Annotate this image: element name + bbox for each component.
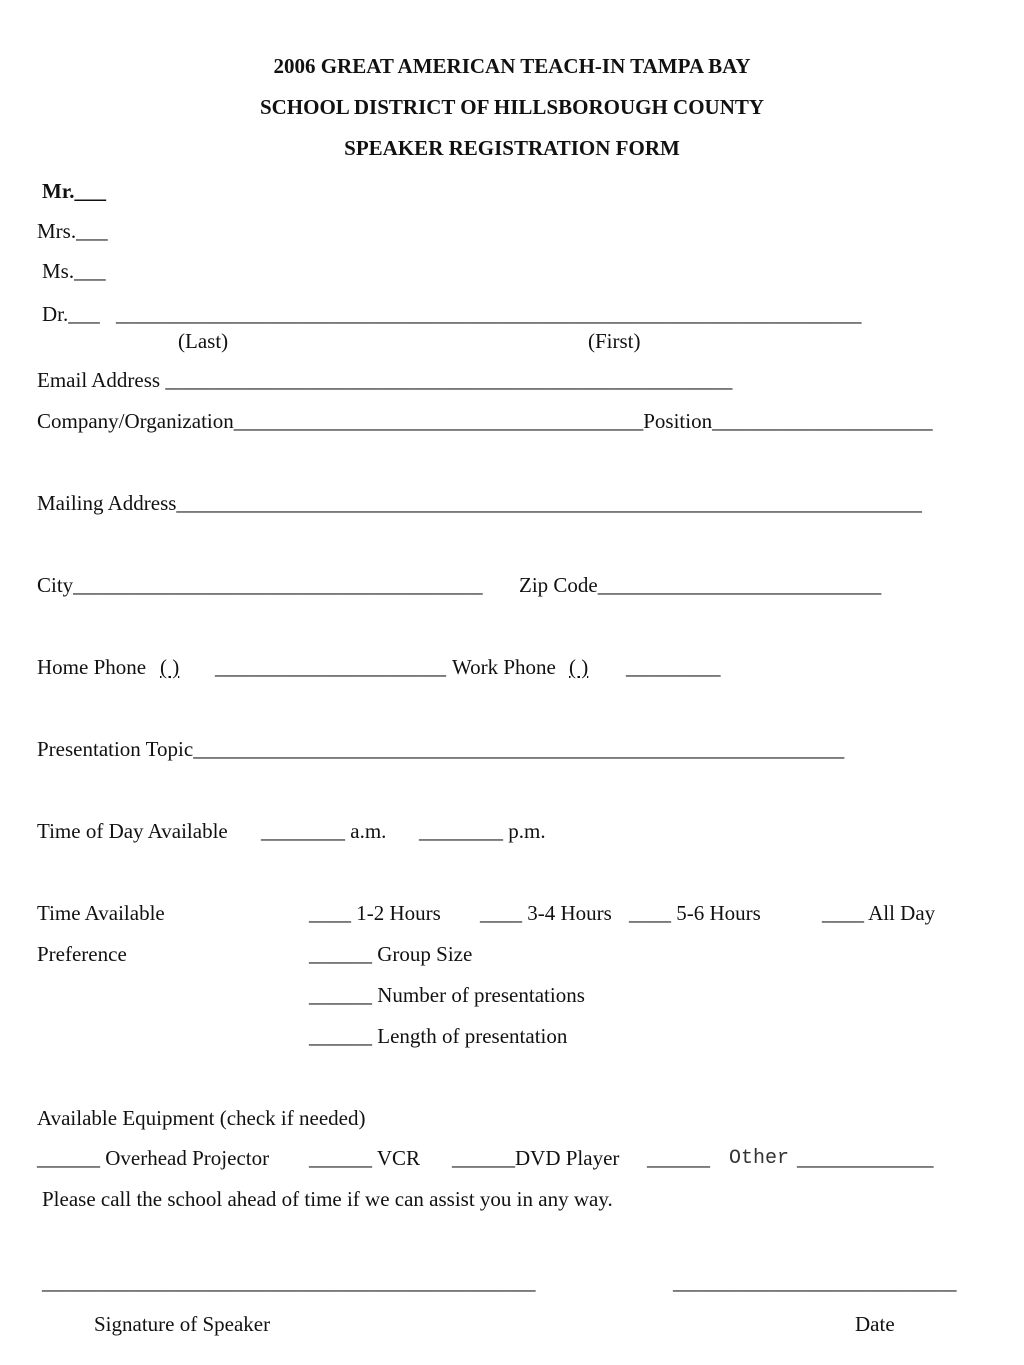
option-5-6-hours[interactable]: ____ 5-6 Hours — [629, 901, 761, 925]
last-name-label: (Last) — [178, 329, 229, 353]
work-phone-field[interactable]: _________ — [626, 655, 721, 679]
form-title-line3: SPEAKER REGISTRATION FORM — [344, 136, 680, 160]
am-option[interactable]: ________ a.m. — [261, 819, 387, 843]
other-equipment-label: Other — [729, 1147, 790, 1170]
option-3-4-hours[interactable]: ____ 3-4 Hours — [480, 901, 612, 925]
time-available-label: Time Available — [37, 901, 165, 925]
form-title-line1: 2006 GREAT AMERICAN TEACH-IN TAMPA BAY — [273, 54, 751, 78]
title-ms[interactable]: Ms.___ — [42, 259, 106, 283]
city-field[interactable]: City_______________________________________ — [37, 573, 483, 597]
home-phone-area-code[interactable]: ( ) — [160, 655, 180, 679]
date-line[interactable]: ___________________________ — [673, 1270, 957, 1294]
signature-line[interactable]: _______________________________________________ — [42, 1270, 536, 1294]
date-label: Date — [855, 1312, 895, 1336]
first-name-label: (First) — [588, 329, 641, 353]
name-field-line[interactable]: _______________________________________________________________________ — [116, 302, 862, 326]
dvd-player-option[interactable]: ______DVD Player — [452, 1146, 620, 1170]
work-phone-area-code[interactable]: ( ) — [569, 655, 589, 679]
title-dr[interactable]: Dr.___ — [42, 302, 100, 326]
home-phone-field[interactable]: ______________________ — [215, 655, 446, 679]
overhead-projector-option[interactable]: ______ Overhead Projector — [37, 1146, 270, 1170]
length-of-presentation-field[interactable]: ______ Length of presentation — [309, 1024, 568, 1048]
assistance-note: Please call the school ahead of time if we can assist you in any way. — [42, 1187, 613, 1211]
group-size-field[interactable]: ______ Group Size — [309, 942, 473, 966]
title-mrs[interactable]: Mrs.___ — [37, 219, 108, 243]
company-position-field[interactable]: Company/Organization_______________________________________Position_____________________ — [37, 409, 933, 433]
presentation-topic-field[interactable]: Presentation Topic______________________________________________________________ — [37, 737, 845, 761]
time-of-day-label: Time of Day Available — [37, 819, 228, 843]
preference-label: Preference — [37, 942, 127, 966]
equipment-label: Available Equipment (check if needed) — [37, 1106, 366, 1130]
form-title-line2: SCHOOL DISTRICT OF HILLSBOROUGH COUNTY — [259, 95, 765, 119]
work-phone-label: Work Phone — [452, 655, 556, 679]
option-1-2-hours[interactable]: ____ 1-2 Hours — [309, 901, 441, 925]
vcr-option[interactable]: ______ VCR — [309, 1146, 421, 1170]
mailing-address-field[interactable]: Mailing Address_______________________________________________________________________ — [37, 491, 922, 515]
option-all-day[interactable]: ____ All Day — [822, 901, 936, 925]
signature-label: Signature of Speaker — [94, 1312, 271, 1336]
home-phone-label: Home Phone — [37, 655, 147, 679]
other-equipment-field[interactable]: _____________ — [797, 1146, 934, 1170]
other-equipment-check[interactable]: ______ — [647, 1146, 710, 1170]
pm-option[interactable]: ________ p.m. — [419, 819, 546, 843]
zip-code-field[interactable]: Zip Code___________________________ — [519, 573, 882, 597]
title-mr[interactable]: Mr.___ — [42, 179, 106, 203]
email-field[interactable]: Email Address ______________________________________________________ — [37, 368, 733, 392]
number-of-presentations-field[interactable]: ______ Number of presentations — [309, 983, 585, 1007]
